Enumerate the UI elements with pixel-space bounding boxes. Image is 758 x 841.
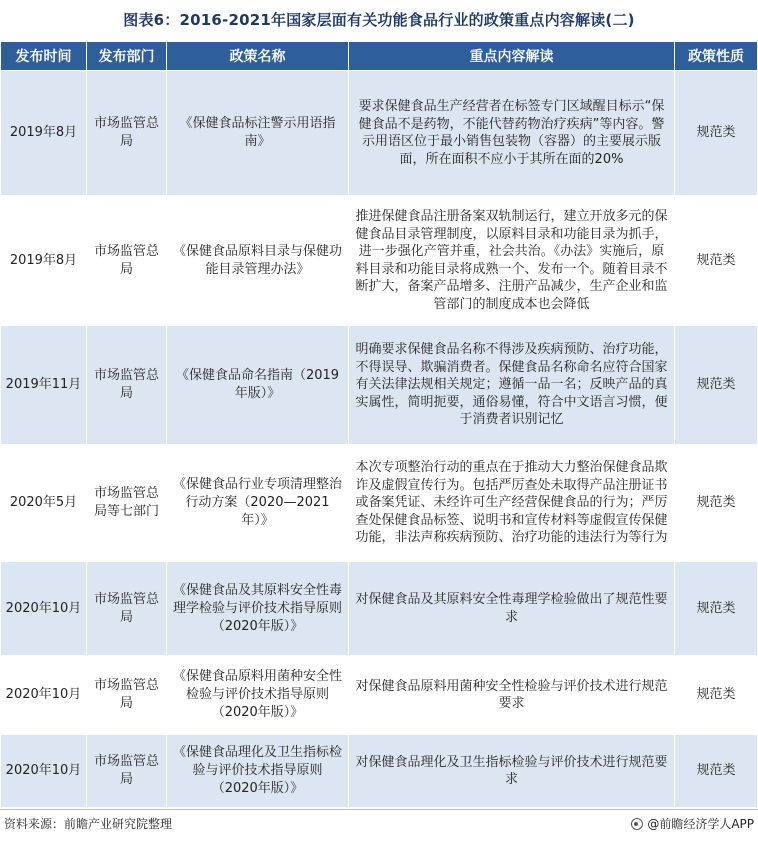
cell-dept: 市场监管总局 bbox=[87, 326, 166, 444]
header-content: 重点内容解读 bbox=[349, 42, 674, 70]
cell-nature: 规范类 bbox=[675, 196, 757, 325]
cell-content: 本次专项整治行动的重点在于推动大力整治保健食品欺诈及虚假宣传行为。包括严厉查处未取得产品注册证书或备案凭证、未经许可生产经营保健食品的行为；严厉查处保健食品标签、说明书和宣传材料等虚假宣传保健功能，非法声称疾病预防、治疗功能的违法行为等行为 bbox=[349, 445, 674, 561]
cell-dept: 市场监管总局 bbox=[87, 71, 166, 195]
cell-content: 要求保健食品生产经营者在标签专门区域醒目标示“保健食品不是药物，不能代替药物治疗疾病”等内容。警示用语区位于最小销售包装物（容器）的主要展示版面，所在面积不应小于其所在面的20% bbox=[349, 71, 674, 195]
header-name: 政策名称 bbox=[167, 42, 348, 70]
cell-date: 2020年5月 bbox=[1, 445, 86, 561]
table-header-row bbox=[1, 42, 757, 70]
cell-content: 推进保健食品注册备案双轨制运行，建立开放多元的保健食品目录管理制度，以原料目录和功能目录为抓手，进一步强化产管并重，社会共治。《办法》实施后，原料目录和功能目录将成熟一个、发布一个。随着目录不断扩大，备案产品增多、注册产品减少，生产企业和监管部门的制度成本也会降低 bbox=[349, 196, 674, 325]
footer-divider bbox=[0, 809, 758, 810]
cell-name: 《保健食品理化及卫生指标检验与评价技术指导原则（2020年版）》 bbox=[167, 735, 348, 807]
cell-date: 2020年10月 bbox=[1, 562, 86, 655]
header-dept: 发布部门 bbox=[87, 42, 166, 70]
cell-nature: 规范类 bbox=[675, 326, 757, 444]
table-row bbox=[1, 735, 757, 807]
cell-content: 对保健食品理化及卫生指标检验与评价技术进行规范要求 bbox=[349, 735, 674, 807]
table-row bbox=[1, 562, 757, 655]
cell-content: 明确要求保健食品名称不得涉及疾病预防、治疗功能，不得误导、欺骗消费者。保健食品名称命名应符合国家有关法律法规相关规定；遵循一品一名；反映产品的真实属性，简明扼要，通俗易懂，符合中文语言习惯，便于消费者识别记忆 bbox=[349, 326, 674, 444]
cell-content: 对保健食品原料用菌种安全性检验与评价技术进行规范要求 bbox=[349, 656, 674, 734]
cell-date: 2019年8月 bbox=[1, 196, 86, 325]
header-date: 发布时间 bbox=[1, 42, 86, 70]
table-row bbox=[1, 656, 757, 734]
policy-table bbox=[0, 41, 758, 808]
cell-date: 2020年10月 bbox=[1, 735, 86, 807]
table-row bbox=[1, 445, 757, 561]
cell-name: 《保健食品原料目录与保健功能目录管理办法》 bbox=[167, 196, 348, 325]
cell-name: 《保健食品原料用菌种安全性检验与评价技术指导原则（2020年版）》 bbox=[167, 656, 348, 734]
cell-dept: 市场监管总局 bbox=[87, 735, 166, 807]
cell-nature: 规范类 bbox=[675, 562, 757, 655]
table-row bbox=[1, 71, 757, 195]
cell-name: 《保健食品及其原料安全性毒理学检验与评价技术指导原则（2020年版）》 bbox=[167, 562, 348, 655]
weibo-icon bbox=[631, 818, 643, 830]
cell-dept: 市场监管总局 bbox=[87, 656, 166, 734]
cell-name: 《保健食品行业专项清理整治行动方案（2020—2021年）》 bbox=[167, 445, 348, 561]
cell-name: 《保健食品标注警示用语指南》 bbox=[167, 71, 348, 195]
table-row bbox=[1, 196, 757, 325]
brand-credit bbox=[631, 815, 754, 832]
cell-nature: 规范类 bbox=[675, 735, 757, 807]
cell-date: 2020年10月 bbox=[1, 656, 86, 734]
cell-name: 《保健食品命名指南（2019年版）》 bbox=[167, 326, 348, 444]
page-title: 图表6：2016-2021年国家层面有关功能食品行业的政策重点内容解读(二) bbox=[123, 10, 635, 29]
table-row bbox=[1, 326, 757, 444]
footer bbox=[0, 812, 758, 834]
cell-nature: 规范类 bbox=[675, 445, 757, 561]
cell-dept: 市场监管总局 bbox=[87, 196, 166, 325]
cell-nature: 规范类 bbox=[675, 71, 757, 195]
cell-nature: 规范类 bbox=[675, 656, 757, 734]
brand-label: @前瞻经济学人APP bbox=[647, 817, 754, 831]
cell-date: 2019年8月 bbox=[1, 71, 86, 195]
header-nature: 政策性质 bbox=[675, 42, 757, 70]
source-note: 资料来源：前瞻产业研究院整理 bbox=[4, 817, 173, 831]
cell-dept: 市场监管总局 bbox=[87, 562, 166, 655]
cell-dept: 市场监管总局等七部门 bbox=[87, 445, 166, 561]
cell-content: 对保健食品及其原料安全性毒理学检验做出了规范性要求 bbox=[349, 562, 674, 655]
cell-date: 2019年11月 bbox=[1, 326, 86, 444]
